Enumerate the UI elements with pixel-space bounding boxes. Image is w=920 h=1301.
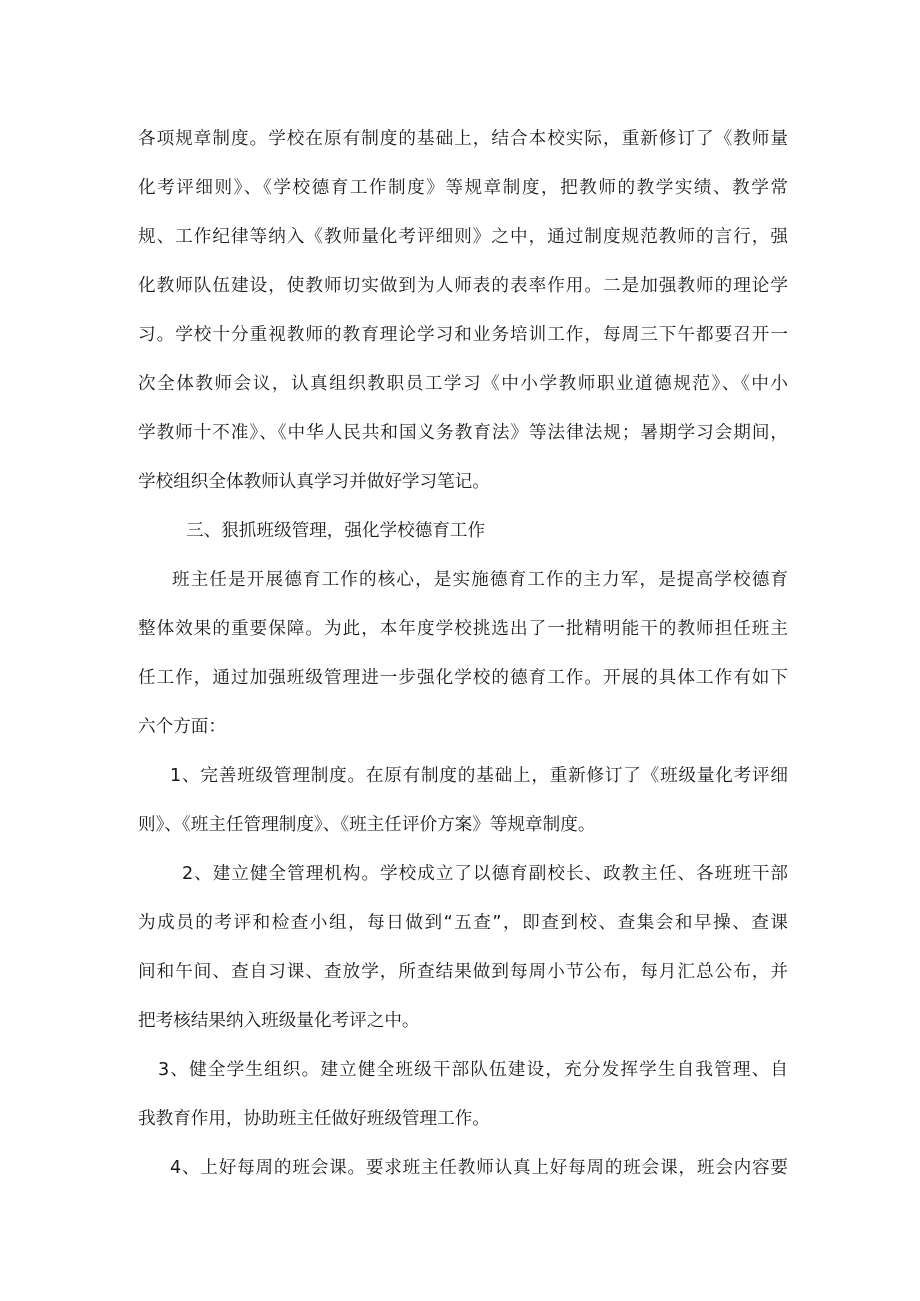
text-line: 学校组织全体教师认真学习并做好学习笔记。 xyxy=(138,472,490,492)
text-line: 学教师十不准》、《中华人民共和国义务教育法》等法律法规；暑期学习会期间， xyxy=(138,423,788,443)
text-line: 整体效果的重要保障。为此，本年度学校挑选出了一批精明能干的教师担任班主 xyxy=(138,619,788,639)
text-line: 为成员的考评和检查小组，每日做到“五查”，即查到校、查集会和早操、查课 xyxy=(138,913,788,933)
text-line: 把考核结果纳入班级量化考评之中。 xyxy=(138,1011,420,1031)
list-item-4: 4、上好每周的班会课。要求班主任教师认真上好每周的班会课，班会内容要 xyxy=(170,1158,788,1178)
text-line: 化教师队伍建设，使教师切实做到为人师表的表率作用。二是加强教师的理论学 xyxy=(138,276,788,296)
list-item-1: 1、完善班级管理制度。在原有制度的基础上，重新修订了《班级量化考评细 xyxy=(170,766,788,786)
text-line: 次全体教师会议，认真组织教职员工学习《中小学教师职业道德规范》、《中小 xyxy=(138,374,788,394)
list-item-3: 3、健全学生组织。建立健全班级干部队伍建设，充分发挥学生自我管理、自 xyxy=(158,1060,788,1080)
text-line: 间和午间、查自习课、查放学，所查结果做到每周小节公布，每月汇总公布，并 xyxy=(138,962,788,982)
paragraph-first-line: 班主任是开展德育工作的核心，是实施德育工作的主力军，是提高学校德育 xyxy=(172,570,788,590)
text-line: 各项规章制度。学校在原有制度的基础上，结合本校实际，重新修订了《教师量 xyxy=(138,129,788,149)
text-line: 六个方面： xyxy=(138,717,226,737)
text-line: 我教育作用，协助班主任做好班级管理工作。 xyxy=(138,1109,490,1129)
text-line: 则》、《班主任管理制度》、《班主任评价方案》等规章制度。 xyxy=(138,815,596,835)
list-item-2: 2、建立健全管理机构。学校成立了以德育副校长、政教主任、各班班干部 xyxy=(182,864,788,884)
text-line: 任工作，通过加强班级管理进一步强化学校的德育工作。开展的具体工作有如下 xyxy=(138,668,788,688)
text-line: 习。学校十分重视教师的教育理论学习和业务培训工作，每周三下午都要召开一 xyxy=(138,325,788,345)
text-line: 规、工作纪律等纳入《教师量化考评细则》之中，通过制度规范教师的言行，强 xyxy=(138,227,788,247)
section-heading: 三、狠抓班级管理，强化学校德育工作 xyxy=(186,521,486,541)
text-line: 化考评细则》、《学校德育工作制度》等规章制度，把教师的教学实绩、教学常 xyxy=(138,178,788,198)
